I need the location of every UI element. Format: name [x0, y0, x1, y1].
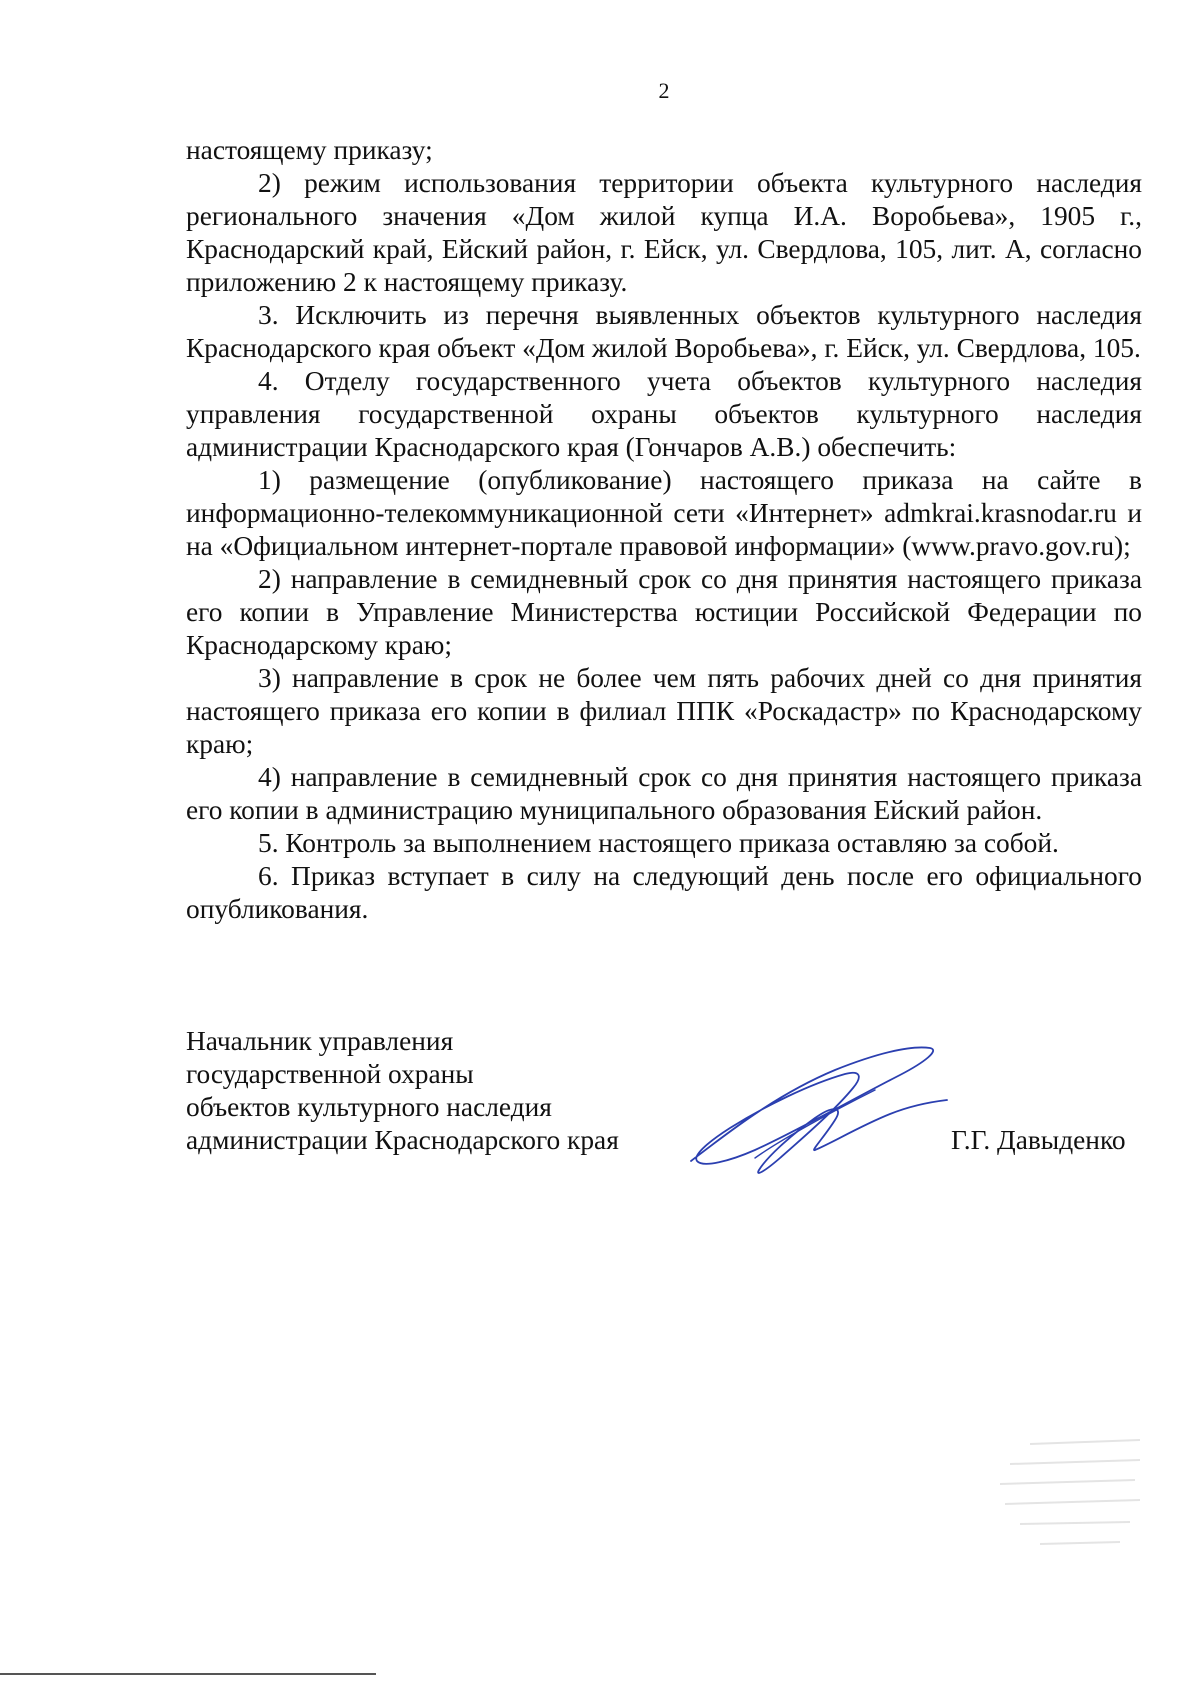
page-number: 2 [658, 78, 670, 103]
signatory-title-line: государственной охраны [186, 1059, 474, 1089]
paragraph-item-2-regime: 2) режим использования территории объекта культурного наследия регионального значения «Дом жилой купца И.А. Воробьева», 1905 г., Краснодарский край, Ейский район, г. Ейск, ул. Свердлова, 105, лит. А, согласно приложению 2 к настоящему приказу. [186, 168, 1142, 297]
paragraph-item-4-department: 4. Отделу государственного учета объектов культурного наследия управления государственной охраны объектов культурного наследия администрации Краснодарского края (Гончаров А.В.) обеспечить: [186, 366, 1142, 462]
signatory-title-line: объектов культурного наследия [186, 1092, 552, 1122]
paragraph-item-6-effect: 6. Приказ вступает в силу на следующий день после его официального опубликования. [186, 861, 1142, 924]
paragraph-item-3-exclude: 3. Исключить из перечня выявленных объектов культурного наследия Краснодарского края объект «Дом жилой Воробьева», г. Ейск, ул. Свердлова, 105. [186, 300, 1142, 363]
paragraph-subitem-1-publication: 1) размещение (опубликование) настоящего приказа на сайте в информационно-телекоммуникационной сети «Интернет» admkrai.krasnodar.ru и на «Официальном интернет-портале правовой информации» (www.pravo.gov.ru); [186, 465, 1142, 561]
paragraph-subitem-4-municipality: 4) направление в семидневный срок со дня принятия настоящего приказа его копии в администрацию муниципального образования Ейский район. [186, 762, 1142, 825]
signatory-title-line: администрации Краснодарского края [186, 1125, 619, 1155]
paragraph-item-5-control: 5. Контроль за выполнением настоящего приказа оставляю за собой. [258, 828, 1059, 858]
signer-name: Г.Г. Давыденко [951, 1125, 1126, 1155]
paragraph-subitem-3-roskadastr: 3) направление в срок не более чем пять рабочих дней со дня принятия настоящего приказа его копии в филиал ППК «Роскадастр» по Краснодарскому краю; [186, 663, 1142, 759]
paragraph-continuation: настоящему приказу; [186, 135, 433, 165]
scan-bleed-through [990, 1430, 1150, 1570]
document-body [186, 134, 1142, 926]
signatory-title [186, 1025, 619, 1157]
scan-edge-line [0, 1673, 376, 1675]
paragraph-subitem-2-ministry: 2) направление в семидневный срок со дня принятия настоящего приказа его копии в Управление Министерства юстиции Российской Федерации по Краснодарскому краю; [186, 564, 1142, 660]
signatory-title-line: Начальник управления [186, 1026, 454, 1056]
handwritten-signature [685, 1040, 950, 1180]
